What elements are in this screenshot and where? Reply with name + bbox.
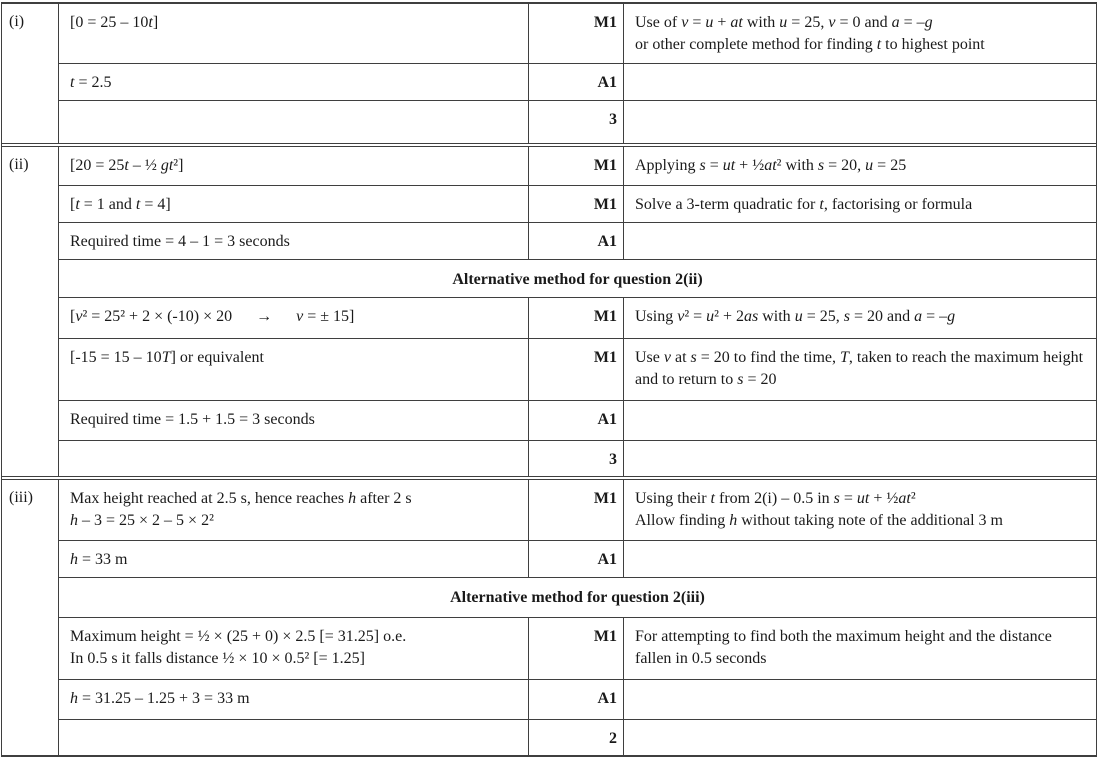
mark-cell: M1 (529, 186, 624, 222)
comment-cell (624, 401, 1096, 440)
answer-cell (59, 64, 529, 100)
answer-text: [20 = 25t – ½ gt²] (70, 157, 184, 174)
table-row (59, 64, 1096, 101)
alternative-method-header (59, 578, 1096, 618)
answer-cell (59, 680, 529, 719)
answer-cell (59, 618, 529, 679)
comment-text: Use of v = u + at with u = 25, v = 0 and a = –g or other complete method for finding t to highest point (635, 14, 985, 53)
comment-cell (624, 4, 1096, 63)
total-row (59, 441, 1096, 476)
answer-text: Required time = 1.5 + 1.5 = 3 seconds (70, 411, 315, 428)
part-label-iii: (iii) (2, 480, 59, 755)
part-label-ii: (ii) (2, 147, 59, 476)
answer-cell (59, 298, 529, 338)
comment-cell (624, 480, 1096, 540)
mark-cell: A1 (529, 223, 624, 259)
mark-cell: A1 (529, 541, 624, 577)
table-row (59, 4, 1096, 64)
table-row (59, 186, 1096, 223)
comment-text: Use v at s = 20 to find the time, T, taken to reach the maximum height and to return to s = 20 (635, 349, 1084, 388)
answer-text: Required time = 4 – 1 = 3 seconds (70, 233, 290, 250)
mark-cell: M1 (529, 480, 624, 540)
section-i (2, 4, 1096, 143)
section-i-rows (59, 4, 1096, 143)
mark-cell: A1 (529, 64, 624, 100)
answer-text: Max height reached at 2.5 s, hence reaches h after 2 s h – 3 = 25 × 2 – 5 × 2² (70, 490, 412, 529)
comment-text: Using v² = u² + 2as with u = 25, s = 20 and a = –g (635, 308, 956, 325)
section-iii (2, 476, 1096, 755)
part-label-i: (i) (2, 4, 59, 143)
table-row (59, 339, 1096, 401)
total-marks-cell: 3 (529, 441, 624, 476)
alternative-method-header-text: Alternative method for question 2(iii) (450, 589, 705, 606)
answer-text: h = 33 m (70, 551, 128, 568)
comment-text: Applying s = ut + ½at² with s = 20, u = 25 (635, 157, 907, 174)
comment-cell (624, 101, 1096, 143)
answer-text: t = 2.5 (70, 74, 112, 91)
comment-text: Using their t from 2(i) – 0.5 in s = ut + ½at² Allow finding h without taking note of the additional 3 m (635, 490, 1003, 529)
answer-text: [v² = 25² + 2 × (-10) × 20 → v = ± 15] (70, 308, 355, 325)
comment-cell (624, 680, 1096, 719)
table-row (59, 401, 1096, 441)
comment-cell (624, 541, 1096, 577)
mark-cell: M1 (529, 339, 624, 400)
table-row (59, 618, 1096, 680)
total-row (59, 101, 1096, 143)
mark-cell: M1 (529, 147, 624, 185)
comment-cell (624, 339, 1096, 400)
comment-text: For attempting to find both the maximum height and the distance fallen in 0.5 seconds (635, 628, 1052, 667)
section-ii-rows (59, 147, 1096, 476)
alternative-method-header-text: Alternative method for question 2(ii) (452, 271, 703, 288)
answer-cell (59, 223, 529, 259)
mark-cell: M1 (529, 618, 624, 679)
mark-cell: M1 (529, 4, 624, 63)
table-row (59, 480, 1096, 541)
comment-cell (624, 618, 1096, 679)
answer-cell (59, 441, 529, 476)
answer-cell (59, 720, 529, 755)
answer-cell (59, 147, 529, 185)
answer-cell (59, 480, 529, 540)
answer-text: [-15 = 15 – 10T] or equivalent (70, 349, 264, 366)
answer-text: [0 = 25 – 10t] (70, 14, 159, 31)
answer-cell (59, 4, 529, 63)
comment-cell (624, 720, 1096, 755)
comment-cell (624, 147, 1096, 185)
table-row (59, 541, 1096, 578)
mark-cell: A1 (529, 680, 624, 719)
comment-cell (624, 186, 1096, 222)
mark-cell: M1 (529, 298, 624, 338)
section-ii (2, 143, 1096, 476)
comment-cell (624, 223, 1096, 259)
total-marks-cell: 2 (529, 720, 624, 755)
answer-cell (59, 339, 529, 400)
answer-text: h = 31.25 – 1.25 + 3 = 33 m (70, 690, 250, 707)
answer-text: Maximum height = ½ × (25 + 0) × 2.5 [= 31.25] o.e. In 0.5 s it falls distance ½ × 10 × 0.5² [= 1.25] (70, 628, 407, 667)
comment-cell (624, 64, 1096, 100)
total-row (59, 720, 1096, 755)
alternative-method-header (59, 260, 1096, 298)
answer-cell (59, 541, 529, 577)
answer-cell (59, 186, 529, 222)
comment-text: Solve a 3-term quadratic for t, factorising or formula (635, 196, 973, 213)
answer-cell (59, 401, 529, 440)
comment-cell (624, 298, 1096, 338)
table-row (59, 680, 1096, 720)
answer-text: [t = 1 and t = 4] (70, 196, 171, 213)
comment-cell (624, 441, 1096, 476)
table-row (59, 298, 1096, 339)
total-marks-cell: 3 (529, 101, 624, 143)
mark-scheme-table (1, 2, 1097, 757)
table-row (59, 223, 1096, 260)
answer-cell (59, 101, 529, 143)
section-iii-rows (59, 480, 1096, 755)
table-row (59, 147, 1096, 186)
mark-cell: A1 (529, 401, 624, 440)
